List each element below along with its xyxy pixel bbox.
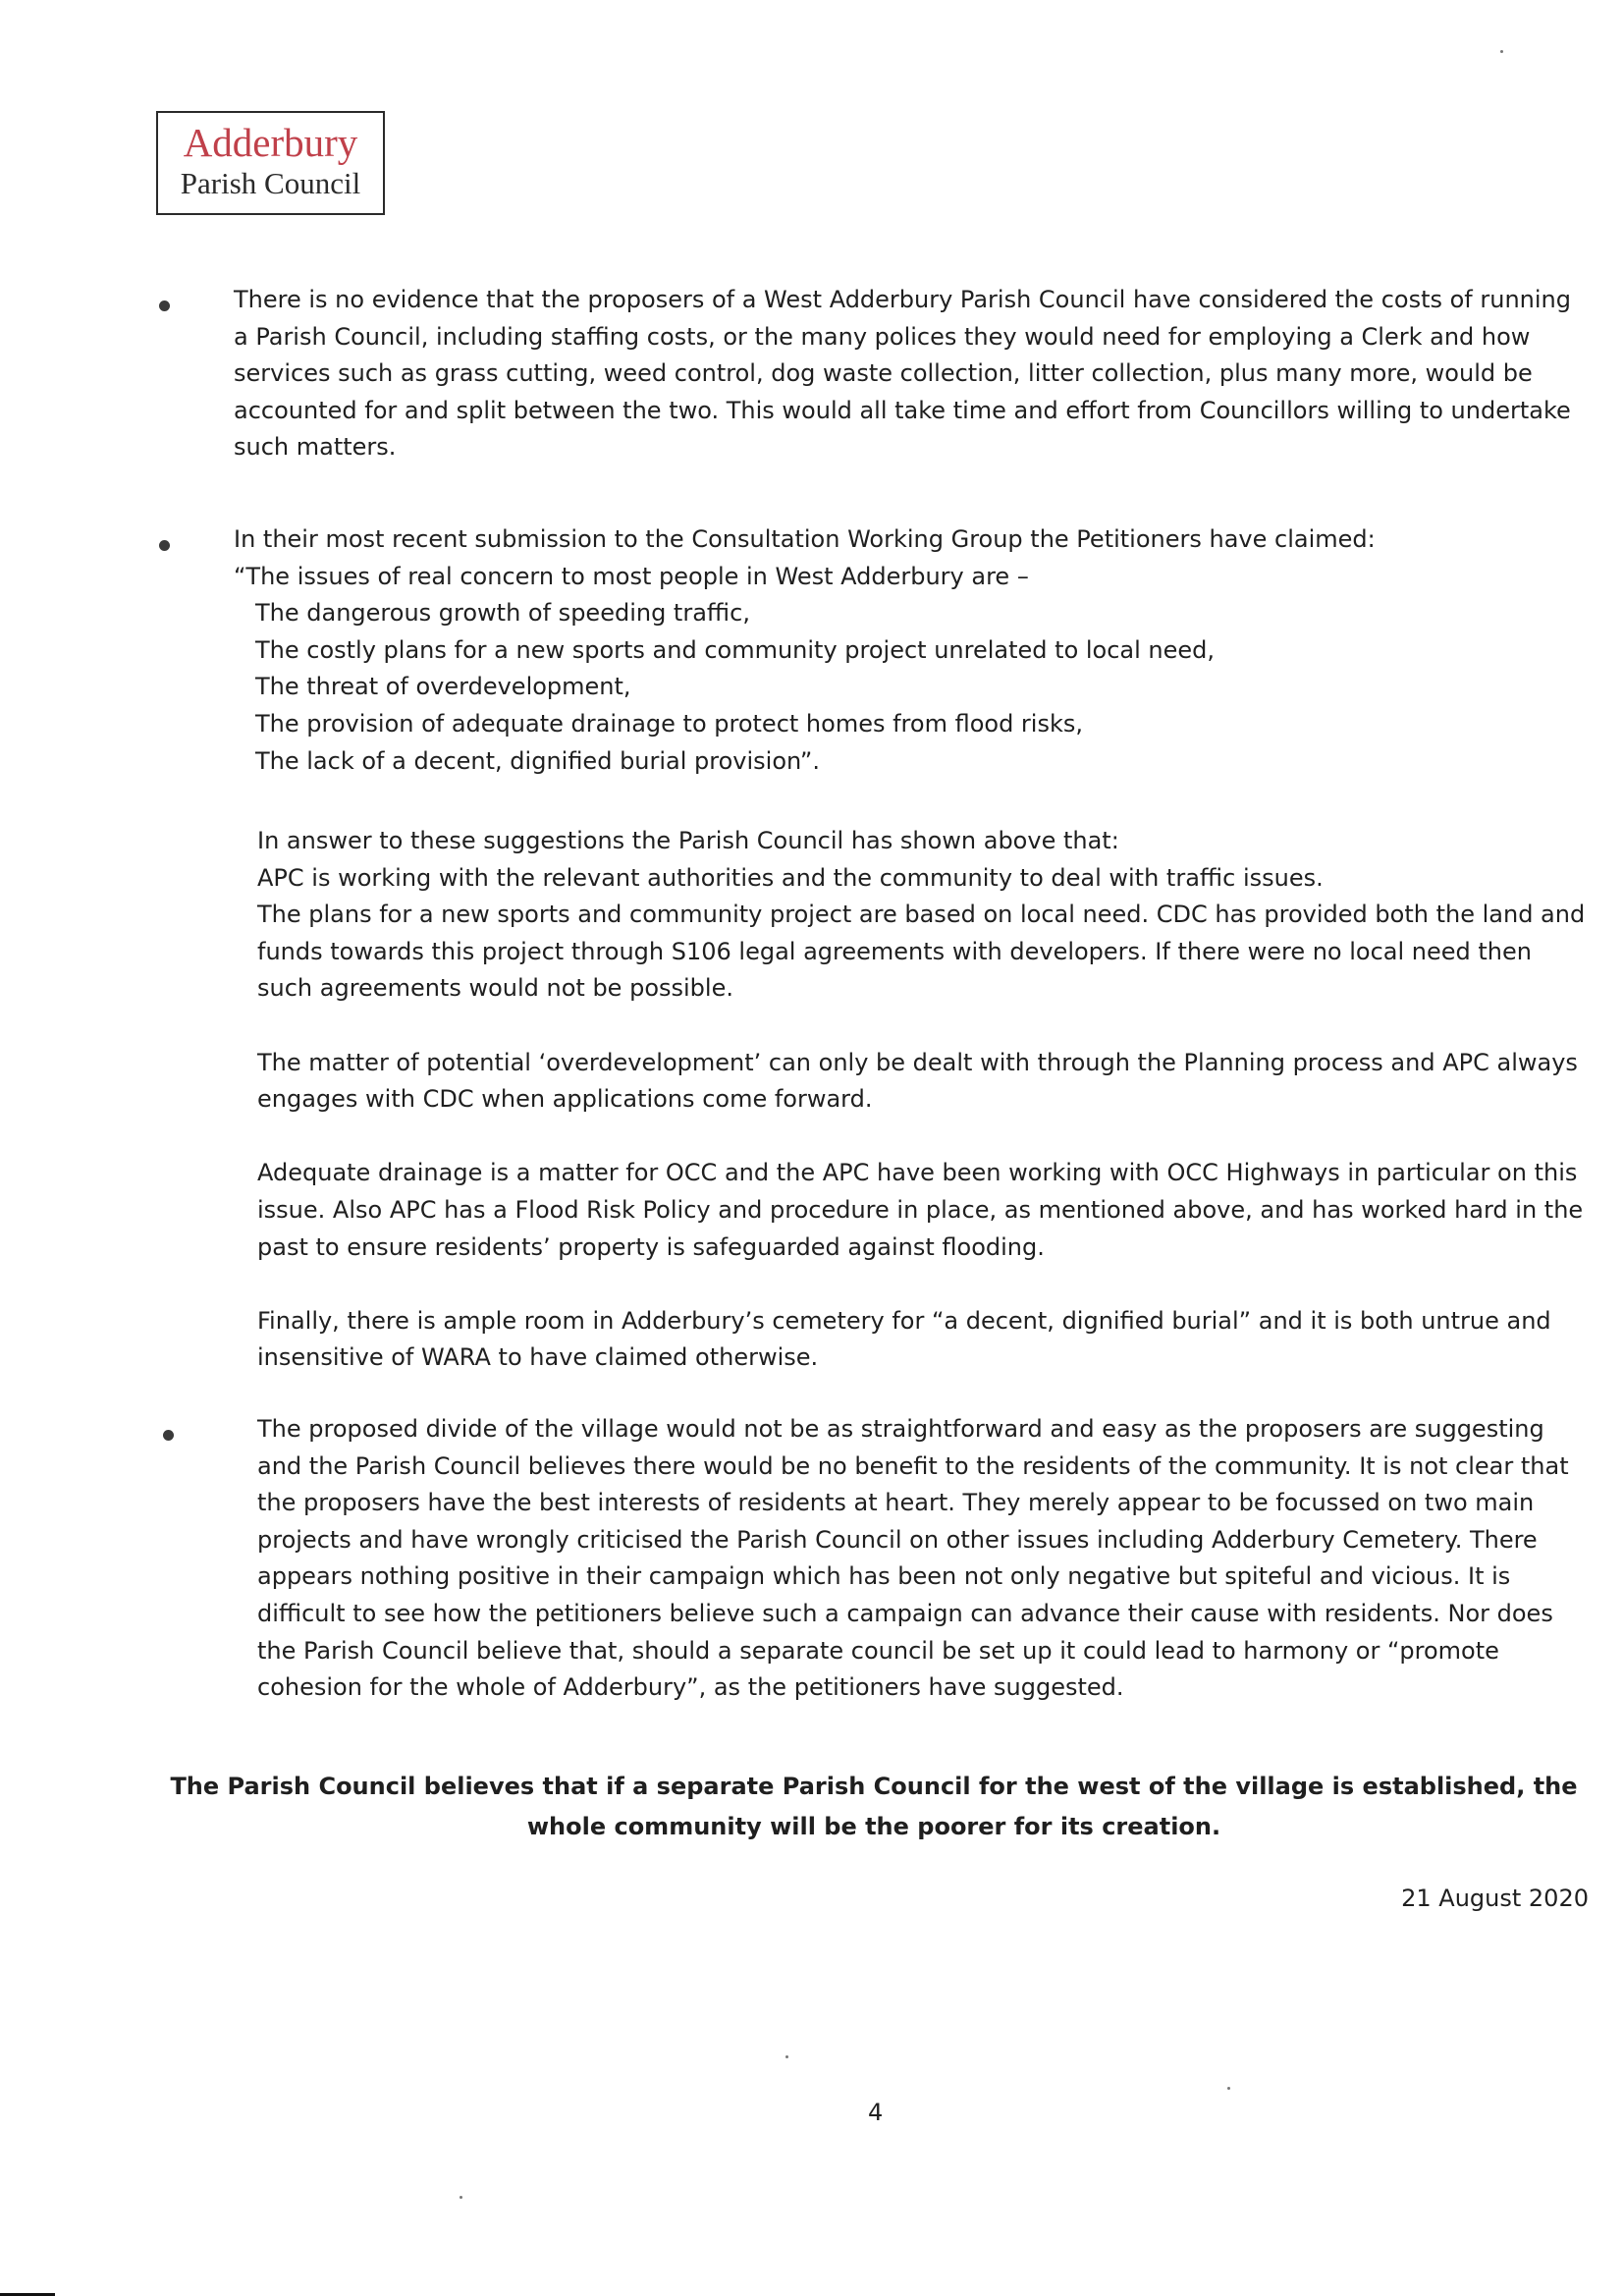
council-answers — [257, 823, 1593, 1377]
scan-speck — [1500, 50, 1503, 53]
logo-subtitle: Parish Council — [180, 166, 361, 200]
claim-item: The threat of overdevelopment, — [255, 673, 631, 701]
paragraph-text: There is no evidence that the proposers of a West Adderbury Parish Council have considered the costs of running a Parish Council, including staffing costs, or the many polices they would need for employing a Clerk and how services such as grass cutting, weed control, dog waste collection, litter collection, plus many more, would be accounted for and split between the two. This would all take time and effort from Councillors willing to undertake such matters. — [234, 286, 1571, 462]
answer-sports: The plans for a new sports and community project are based on local need. CDC has provided both the land and funds towards this project through S106 legal agreements with developers. If there were no local need then such agreements would not be possible. — [257, 901, 1586, 1003]
bullet-icon — [163, 1430, 174, 1441]
claim-item: The dangerous growth of speeding traffic, — [255, 599, 750, 628]
bullet-paragraph-petitioners-claims — [234, 521, 1589, 780]
claim-item: The lack of a decent, dignified burial provision”. — [255, 746, 820, 775]
claim-item: The costly plans for a new sports and community project unrelated to local need, — [255, 635, 1216, 664]
answer-overdevelopment: The matter of potential ‘overdevelopment’ can only be dealt with through the Planning process and APC always engages with CDC when applications come forward. — [257, 1048, 1578, 1114]
logo-name: Adderbury — [183, 120, 358, 165]
bullet-icon — [159, 540, 170, 551]
paragraph-text: The proposed divide of the village would not be as straightforward and easy as the proposers are suggesting and the Parish Council believes there would be no benefit to the residents of the community. It is not clear that the proposers have the best interests of residents at heart. They merely appear to be focussed on two main projects and have wrongly criticised the Parish Council on other issues including Adderbury Cemetery. There appears nothing positive in their campaign which has been not only negative but spiteful and vicious. It is difficult to see how the petitioners believe such a campaign can advance their cause with residents. Nor does the Parish Council believe that, should a separate council be set up it could lead to harmony or “promote cohesion for the whole of Adderbury”, as the petitioners have suggested. — [257, 1415, 1569, 1702]
claims-intro: In their most recent submission to the Consultation Working Group the Petitioners have claimed: — [234, 525, 1376, 553]
answer-intro: In answer to these suggestions the Parish Council has shown above that: — [257, 827, 1119, 854]
parish-council-logo — [156, 111, 385, 215]
document-date: 21 August 2020 — [1401, 1885, 1589, 1912]
claims-quote-open: “The issues of real concern to most people in West Adderbury are – — [234, 562, 1029, 590]
scan-speck — [1227, 2087, 1230, 2090]
conclusion-statement: The Parish Council believes that if a separate Parish Council for the west of the village is established, the whole community will be the poorer for its creation. — [170, 1773, 1578, 1840]
bullet-icon — [159, 301, 170, 311]
claim-item: The provision of adequate drainage to protect homes from flood risks, — [255, 709, 1083, 738]
bullet-paragraph-village-divide — [257, 1411, 1593, 1707]
answer-drainage: Adequate drainage is a matter for OCC and the APC have been working with OCC Highways in particular on this issue. Also APC has a Flood Risk Policy and procedure in place, as mentioned above, and has worked hard in the past to ensure residents’ property is safeguarded against flooding. — [257, 1159, 1584, 1261]
answer-traffic: APC is working with the relevant authorities and the community to deal with traffic issues. — [257, 863, 1324, 892]
bullet-paragraph-costs — [234, 282, 1589, 466]
scan-speck — [785, 2055, 788, 2058]
page-number: 4 — [868, 2099, 884, 2126]
scan-speck — [460, 2196, 462, 2199]
answer-burial: Finally, there is ample room in Adderbury’s cemetery for “a decent, dignified burial” and it is both untrue and insensitive of WARA to have claimed otherwise. — [257, 1306, 1551, 1372]
